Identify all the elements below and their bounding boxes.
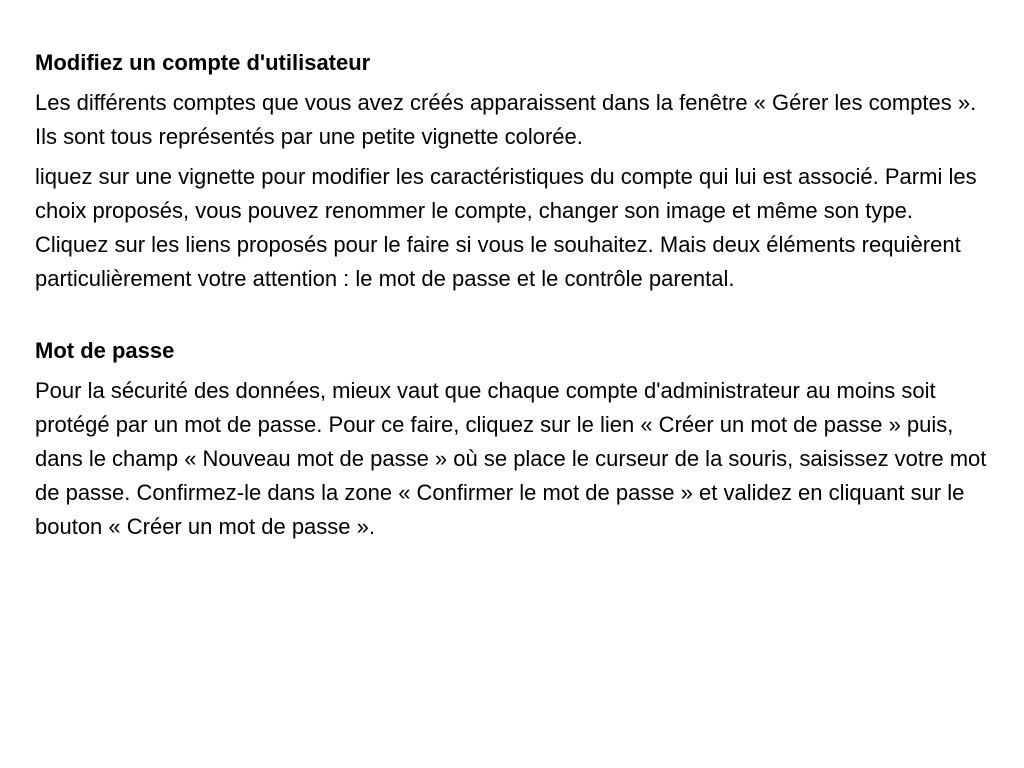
text-content <box>35 46 990 550</box>
paragraph-accounts-window: Les différents comptes que vous avez créés apparaissent dans la fenêtre « Gérer les comptes ». Ils sont tous représentés par une petite vignette colorée. <box>35 90 977 149</box>
paragraph-password-instructions: Pour la sécurité des données, mieux vaut que chaque compte d'administrateur au moins soit protégé par un mot de passe. Pour ce faire, cliquez sur le lien « Créer un mot de passe » puis, dans le champ « Nouveau mot de passe » où se place le curseur de la souris, saisissez votre mot de passe. Confirmez-le dans la zone « Confirmer le mot de passe » et validez en cliquant sur le bouton « Créer un mot de passe ». <box>35 378 987 539</box>
section-heading-password: Mot de passe <box>35 338 175 363</box>
section-heading-modify-account: Modifiez un compte d'utilisateur <box>35 50 371 75</box>
section-spacer <box>35 302 990 334</box>
paragraph-click-thumbnail: liquez sur une vignette pour modifier les caractéristiques du compte qui lui est associé. Parmi les choix proposés, vous pouvez renommer le compte, changer son image et même son type. Cliquez sur les liens proposés pour le faire si vous le souhaitez. Mais deux éléments requièrent particulièrement votre attention : le mot de passe et le contrôle parental. <box>35 164 977 291</box>
